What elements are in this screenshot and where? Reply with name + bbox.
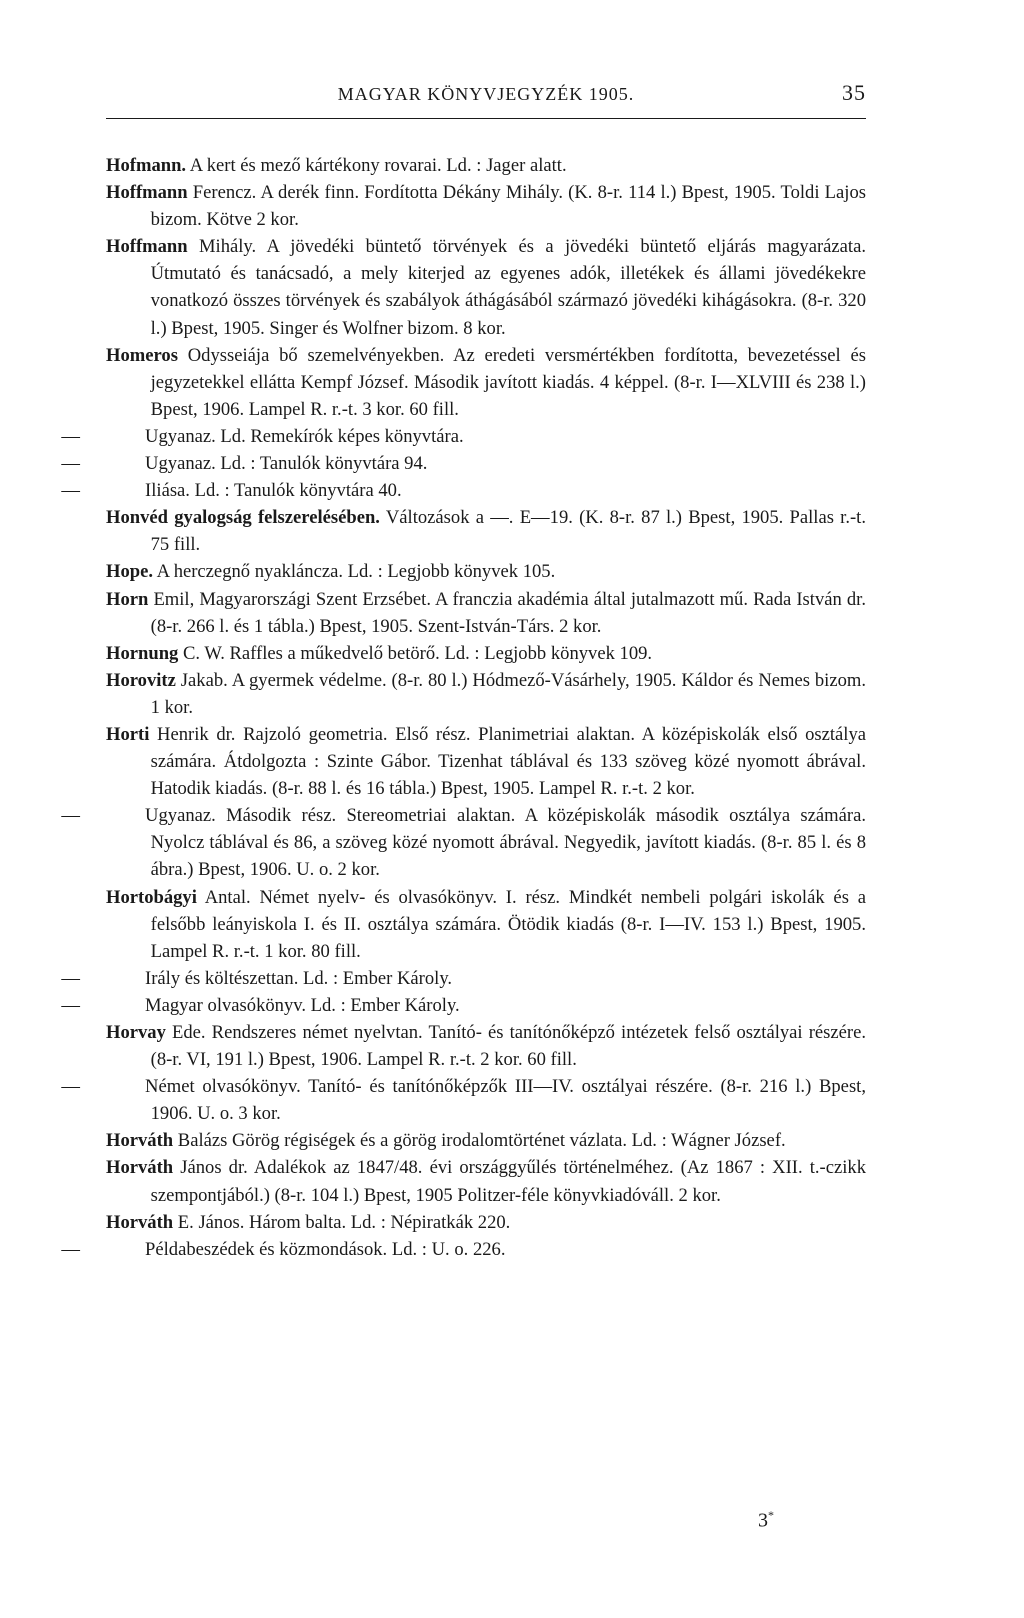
entry-text: A herczegnő nyakláncza. Ld. : Legjobb könyvek 105. xyxy=(153,561,556,583)
entry-text: Odysseiája bő szemelvényekben. Az eredeti versmértékben fordította, bevezetéssel és jegyzetekkel ellátta Kempf József. Második javított kiadás. 4 képpel. (8-r. I—XLVIII és 238 l.) Bpest, 1906. Lampel R. r.-t. 3 kor. 60 fill. xyxy=(150,344,866,420)
dash-marker: — xyxy=(61,1076,80,1098)
sub-entry xyxy=(61,423,866,450)
bibliography-entry xyxy=(106,342,866,423)
bibliography-entry xyxy=(106,504,866,558)
dash-marker: — xyxy=(61,453,80,475)
header-rule xyxy=(106,118,866,119)
bibliography-entry xyxy=(106,721,866,802)
entry-text: Ugyanaz. Ld. Remekírók képes könyvtára. xyxy=(145,425,464,447)
bibliography-entry xyxy=(106,1209,866,1236)
entry-text: Iliása. Ld. : Tanulók könyvtára 40. xyxy=(145,480,402,502)
sub-entry xyxy=(61,1073,866,1127)
entry-text: Emil, Magyarországi Szent Erzsébet. A franczia akadémia által jutalmazott mű. Rada István dr. (8-r. 266 l. és 1 tábla.) Bpest, 1905. Szent-István-Társ. 2 kor. xyxy=(148,588,866,637)
bibliography-entry xyxy=(106,558,866,585)
running-title: MAGYAR KÖNYVJEGYZÉK 1905. xyxy=(337,84,635,104)
running-head xyxy=(106,80,866,114)
dash-marker: — xyxy=(61,994,80,1016)
dash-marker: — xyxy=(61,805,80,827)
sub-entry xyxy=(61,992,866,1019)
bibliography-entry xyxy=(106,884,866,965)
entry-heading: Hope. xyxy=(106,561,154,583)
entry-text: A kert és mező kártékony rovarai. Ld. : Jager alatt. xyxy=(186,155,567,176)
bibliography-entry xyxy=(106,1019,866,1073)
sub-entry xyxy=(61,1236,866,1263)
entry-list xyxy=(61,152,866,1263)
entry-text: Mihály. A jövedéki büntető törvények és a jövedéki büntető eljárás magyarázata. Útmutató és tanácsadó, a mely kiterjed az egyenes adók, illetékek és állami jövedékekre vonatkozó összes törvények és szabályok áthágásából származó jövedéki kihágásokra. (8-r. 320 l.) Bpest, 1905. Singer és Wolfner bizom. 8 kor. xyxy=(150,236,866,339)
signature-asterisk: * xyxy=(768,1508,774,1522)
sub-entry xyxy=(61,477,866,504)
entry-text: Irály és költészettan. Ld. : Ember Károly. xyxy=(145,967,453,989)
bibliography-entry xyxy=(106,233,866,341)
entry-heading: Hortobágyi xyxy=(106,886,197,908)
sub-entry xyxy=(61,965,866,992)
dash-marker: — xyxy=(61,425,80,447)
entry-text: Változások a —. E—19. (K. 8-r. 87 l.) Bpest, 1905. Pallas r.-t. 75 fill. xyxy=(150,507,866,556)
entry-text: Antal. Német nyelv- és olvasókönyv. I. rész. Mindkét nembeli polgári iskolák és a felsőbb leányiskola I. és II. osztálya számára. Ötödik kiadás (8-r. I—IV. 153 l.) Bpest, 1905. Lampel R. r.-t. 1 kor. 80 fill. xyxy=(150,886,866,962)
bibliography-entry xyxy=(106,1154,866,1208)
entry-text: Ferencz. A derék finn. Fordította Dékány Mihály. (K. 8-r. 114 l.) Bpest, 1905. Toldi Lajos bizom. Kötve 2 kor. xyxy=(150,182,866,231)
entry-heading: Horváth xyxy=(106,1130,174,1152)
bibliography-entry xyxy=(106,586,866,640)
entry-heading: Hornung xyxy=(106,642,179,664)
bibliography-entry xyxy=(106,640,866,667)
entry-text: János dr. Adalékok az 1847/48. évi országgyűlés történelméhez. (Az 1867 : XII. t.-czikk szempontjából.) (8-r. 104 l.) Bpest, 1905 Politzer-féle könyvkiadóváll. 2 kor. xyxy=(150,1157,866,1206)
bibliography-entry xyxy=(106,667,866,721)
dash-marker: — xyxy=(61,1238,80,1260)
entry-heading: Horti xyxy=(106,723,150,745)
entry-text: Magyar olvasókönyv. Ld. : Ember Károly. xyxy=(145,994,460,1016)
entry-heading: Horvay xyxy=(106,1022,166,1043)
entry-text: Ugyanaz. Ld. : Tanulók könyvtára 94. xyxy=(145,453,428,475)
entry-heading: Horovitz xyxy=(106,669,176,691)
bibliography-entry xyxy=(106,152,866,179)
dash-marker: — xyxy=(61,480,80,502)
entry-heading: Horváth xyxy=(106,1157,174,1179)
entry-heading: Honvéd gyalogság felszerelésében. xyxy=(106,507,380,529)
bibliography-entry xyxy=(106,179,866,233)
sub-entry xyxy=(61,802,866,883)
dash-marker: — xyxy=(61,967,80,989)
signature-mark xyxy=(758,1508,774,1533)
entry-heading: Hofmann. xyxy=(106,155,187,176)
entry-text: Balázs Görög régiségek és a görög irodalomtörténet vázlata. Ld. : Wágner József. xyxy=(173,1130,786,1152)
sub-entry xyxy=(61,450,866,477)
entry-text: Ugyanaz. Második rész. Stereometriai alaktan. A középiskolák második osztálya számára. Nyolcz táblával és 86, a szöveg közé nyomott ábrával. Negyedik, javított kiadás. (8-r. 85 l. és 8 ábra.) Bpest, 1906. U. o. 2 kor. xyxy=(145,805,866,881)
entry-text: E. János. Három balta. Ld. : Népiratkák 220. xyxy=(173,1211,511,1233)
signature-number: 3 xyxy=(758,1509,768,1532)
entry-heading: Hoffmann xyxy=(106,236,188,258)
entry-text: Német olvasókönyv. Tanító- és tanítónőképzők III—IV. osztályai részére. (8-r. 216 l.) Bpest, 1906. U. o. 3 kor. xyxy=(145,1076,866,1125)
page-number: 35 xyxy=(842,80,866,105)
entry-heading: Hoffmann xyxy=(106,182,188,204)
entry-text: Jakab. A gyermek védelme. (8-r. 80 l.) Hódmező-Vásárhely, 1905. Káldor és Nemes bizom. 1 kor. xyxy=(150,669,866,718)
entry-heading: Homeros xyxy=(106,344,178,366)
entry-text: C. W. Raffles a műkedvelő betörő. Ld. : Legjobb könyvek 109. xyxy=(178,642,653,664)
entry-text: Ede. Rendszeres német nyelvtan. Tanító- és tanítónőképző intézetek felső osztályai részére. (8-r. VI, 191 l.) Bpest, 1906. Lampel R. r.-t. 2 kor. 60 fill. xyxy=(150,1022,866,1071)
entry-text: Példabeszédek és közmondások. Ld. : U. o. 226. xyxy=(145,1238,506,1260)
entry-text: Henrik dr. Rajzoló geometria. Első rész. Planimetriai alaktan. A középiskolák első osztálya számára. Átdolgozta : Szinte Gábor. Tizenhat táblával és 133 szöveg közé nyomott ábrával. Hatodik kiadás. (8-r. 88 l. és 16 tábla.) Bpest, 1905. Lampel R. r.-t. 2 kor. xyxy=(149,723,866,800)
entry-heading: Horváth xyxy=(106,1211,174,1233)
bibliography-entry xyxy=(106,1127,866,1154)
entry-heading: Horn xyxy=(106,588,149,610)
